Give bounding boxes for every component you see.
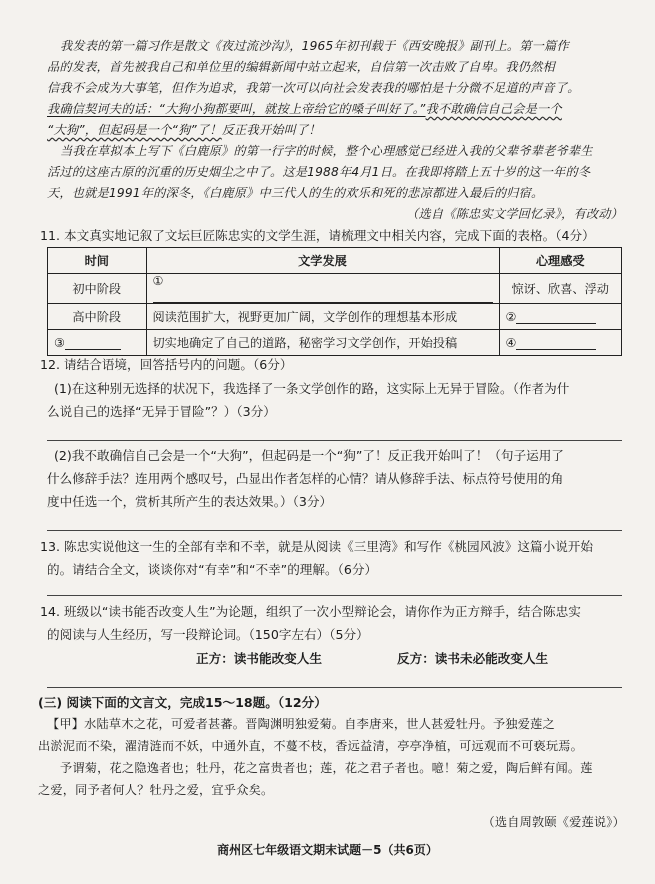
answer-line[interactable] [47,530,622,531]
passage-line-7: 活过的这座古原的沉重的历史烟尘之中了。这是1988年4月1日。在我即将踏上五十岁的这一年的冬 [47,165,591,179]
question-13-line-b: 的。请结合全文，谈谈你对“有幸”和“不幸”的理解。（6分） [47,562,378,577]
cell-feeling: 惊讶、欣喜、浮动 [499,274,622,304]
blank-marker-2: ② [505,310,517,324]
classical-source: （选自周敦颐《爱莲说》） [482,815,625,829]
cell-development[interactable] [146,274,499,304]
wavy-sentence-end: “大狗”，但起码是一个“狗”了！ [47,123,222,137]
classical-line-2: 出淤泥而不染，濯清涟而不妖，中通外直，不蔓不枝，香远益清，亭亭净植，可远观而不可亵玩焉。 [38,739,584,753]
passage-line-3: 信我不会成为大事笔，但作为追求，我第一次可以向社会发表我的哪怕是十分微不足道的声音了。 [47,81,580,95]
cell-feeling[interactable] [499,304,622,330]
cell-time[interactable] [48,330,147,356]
cell-feeling[interactable] [499,330,622,356]
answer-line[interactable] [47,595,622,596]
question-11: 11. 本文真实地记叙了文坛巨匠陈忠实的文学生涯，请梳理文中相关内容，完成下面的表格。（4分） [40,228,595,243]
classical-line-1: 【甲】水陆草木之花，可爱者甚蕃。晋陶渊明独爱菊。自李唐来，世人甚爱牡丹。予独爱莲之 [47,717,555,731]
question-12-2-line-b: 什么修辞手法？连用两个感叹号，凸显出作者怎样的心情？请从修辞手法、标点符号使用的角 [47,471,564,486]
question-12-1-line-a: (1)在这种别无选择的状况下，我选择了一条文学创作的路，这实际上无异于冒险。（作者为什 [54,381,570,396]
cell-development: 阅读范围扩大，视野更加广阔，文学创作的理想基本形成 [146,304,499,330]
table-header-row [48,248,622,274]
blank-marker-1: ① [152,274,164,288]
debate-pro-side: 正方：读书能改变人生 [196,651,322,666]
cell-time: 高中阶段 [48,304,147,330]
table-row [48,274,622,304]
answer-blank-3[interactable] [65,335,121,350]
question-12-2-line-c: 度中任选一个，赏析其所产生的表达效果。）（3分） [47,494,333,509]
passage-line-5 [47,120,321,141]
passage-line-1: 我发表的第一篇习作是散文《夜过流沙沟》，1965年初刊载于《西安晚报》副刊上。第一篇作 [60,39,569,53]
question-12-1-line-b: 么说自己的选择“无异于冒险”？）（3分） [47,404,276,419]
table-row [48,330,622,356]
wavy-sentence-start: 我不敢确信自己会是一个 [425,102,562,116]
header-feeling: 心理感受 [499,248,622,274]
passage-line-2: 品的发表，首先被我自己和单位里的编辑新闻中站立起来，自信第一次击败了自卑。我仍然相 [47,60,555,74]
table-literary-career [47,247,622,356]
answer-blank-2[interactable] [516,309,596,324]
cell-development: 切实地确定了自己的道路，秘密学习文学创作，开始投稿 [146,330,499,356]
question-12-2-line-a: (2)我不敢确信自己会是一个“大狗”，但起码是一个“狗”了！反正我开始叫了！（句子运用了 [54,448,564,463]
blank-marker-4: ④ [505,336,517,350]
question-13-line-a: 13. 陈忠实说他这一生的全部有幸和不幸，就是从阅读《三里湾》和写作《桃园风波》这篇小说开始 [40,539,593,554]
page-footer: 商州区七年级语文期末试题－5（共6页） [217,843,438,857]
debate-con-side: 反方：读书未必能改变人生 [397,651,549,666]
header-time: 时间 [48,248,147,274]
question-14-line-a: 14. 班级以“读书能否改变人生”为论题，组织了一次小型辩论会，请你作为正方辩手，结合陈忠实 [40,604,581,619]
cell-time: 初中阶段 [48,274,147,304]
section-3-title: (三) 阅读下面的文言文，完成15～18题。（12分） [38,695,327,710]
passage-line-6: 当我在草拟本上写下《白鹿原》的第一行字的时候，整个心理感觉已经进入我的父辈爷辈老爷辈生 [60,144,593,158]
question-14-line-b: 的阅读与人生经历，写一段辩论词。（150字左右）（5分） [47,627,369,642]
answer-blank-1[interactable] [153,288,493,303]
answer-line[interactable] [47,687,622,688]
passage-source: （选自《陈忠实文学回忆录》，有改动） [406,207,623,221]
header-development: 文学发展 [146,248,499,274]
classical-line-4: 之爱，同予者何人？牡丹之爱，宜乎众矣。 [38,783,274,797]
passage-line-4 [47,99,562,120]
question-12: 12. 请结合语境，回答括号内的问题。（6分） [40,357,293,372]
blank-marker-3: ③ [54,336,65,350]
table-row [48,304,622,330]
classical-line-3: 予谓菊，花之隐逸者也；牡丹，花之富贵者也；莲，花之君子者也。噫！菊之爱，陶后鲜有闻。莲 [60,761,593,775]
passage-line-5-rest: 反正我开始叫了！ [221,123,321,137]
passage-line-8: 天，也就是1991年的深冬，《白鹿原》中三代人的生的欢乐和死的悲凉都进入最后的归宿。 [47,186,544,200]
answer-line[interactable] [47,440,622,441]
underlined-quote: 我确信契诃夫的话：“大狗小狗都要叫，就按上帝给它的嗓子叫好了。” [47,102,426,116]
answer-blank-4[interactable] [516,335,596,350]
